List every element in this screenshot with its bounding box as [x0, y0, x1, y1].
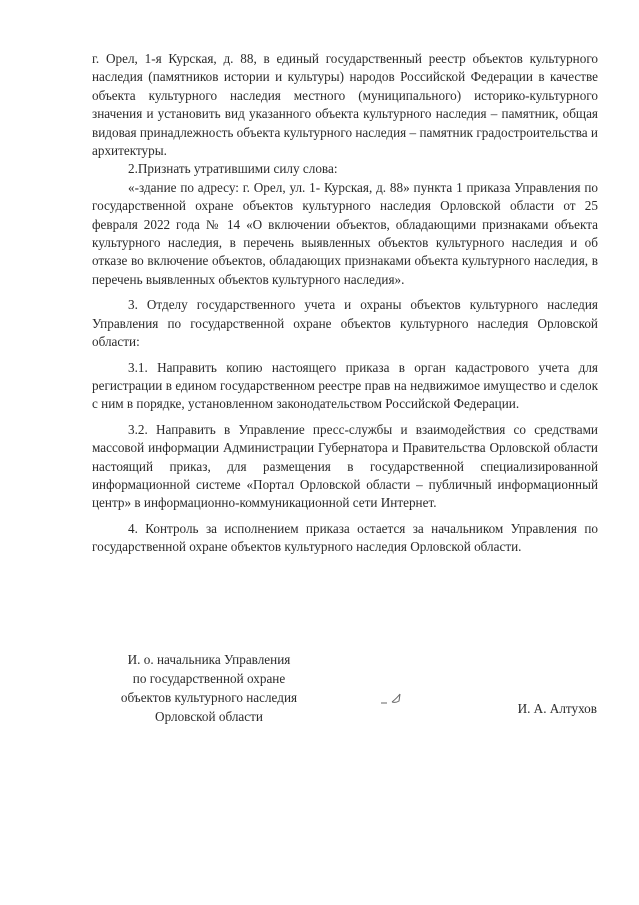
paragraph-registry-inclusion: г. Орел, 1-я Курская, д. 88, в единый государственный реестр объектов культурного наследия (памятников истории и культуры) народов Российской Федерации в качестве объекта культурного наследия местного (муниципального) историко-культурного значения и установить вид указанного объекта культурного наследия – памятник, общая видовая принадлежность объекта культурного наследия – памятник градостроительства и архитектуры. [92, 51, 598, 159]
signatory-position [104, 650, 314, 726]
signatory-name: И. А. Алтухов [517, 701, 597, 716]
position-line: Орловской области [155, 709, 263, 724]
position-line: И. о. начальника Управления [127, 652, 291, 667]
position-line: объектов культурного наследия [120, 690, 298, 705]
paragraph-item-3: 3. Отделу государственного учета и охраны объектов культурного наследия Управления по государственной охране объектов культурного наследия Орловской области: [92, 297, 598, 350]
paragraph-quoted-words: «-здание по адресу: г. Орел, ул. 1- Курская, д. 88» пункта 1 приказа Управления по государственной охране объектов культурного наследия Орловской области от 25 февраля 2022 года № 14 «О включении объектов, обладающими признаками объекта культурного наследия, в перечень выявленных объектов культурного наследия и об отказе во включение объектов, обладающих признаками объекта культурного наследия, в перечень выявленных объектов культурного наследия». [92, 179, 598, 287]
position-line: по государственной охране [132, 671, 286, 686]
document-body [92, 50, 598, 557]
paragraph-item-3-2: 3.2. Направить в Управление пресс-службы и взаимодействия со средствами массовой информации Администрации Губернатора и Правительства Орловской области настоящий приказ, для размещения в государственной специализированной информационной системе «Портал Орловской области – публичный информационный центр» в информационно-коммуникационной сети Интернет. [92, 421, 598, 511]
handwritten-signature [378, 690, 408, 706]
paragraph-item-3-1: 3.1. Направить копию настоящего приказа в орган кадастрового учета для регистрации в едином государственном реестре прав на недвижимое имущество и сделок с ним в порядке, установленном законодательством Российской Федерации. [92, 359, 598, 412]
paragraph-item-2: 2.Признать утратившими силу слова: [128, 161, 338, 177]
paragraph-item-4: 4. Контроль за исполнением приказа остается за начальником Управления по государственной охране объектов культурного наследия Орловской области. [92, 520, 598, 555]
